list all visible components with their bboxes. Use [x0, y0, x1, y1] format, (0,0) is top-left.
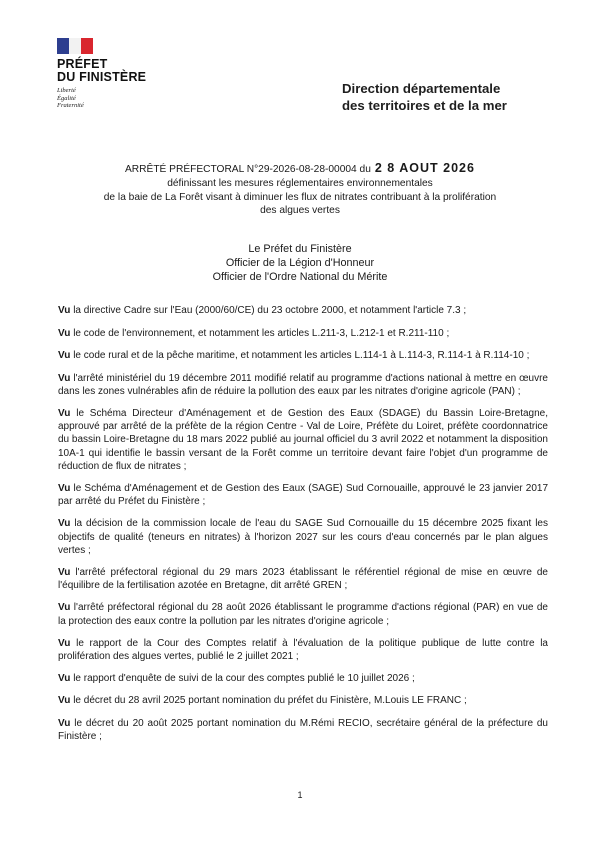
- motto-egalite: Égalité: [57, 94, 76, 102]
- republic-motto: [57, 87, 147, 110]
- arrete-subtitle: [40, 177, 560, 218]
- authority-line: Officier de la Légion d'Honneur: [225, 256, 375, 269]
- authority-line: Officier de l'Ordre National du Mérite: [212, 270, 388, 283]
- visa-paragraph: Vu le rapport de la Cour des Comptes relatif à l'évaluation de la politique publique de lutte contre la prolifération des algues vertes, publié le 2 juillet 2021 ;: [58, 637, 548, 663]
- visa-paragraph: Vu la directive Cadre sur l'Eau (2000/60/CE) du 23 octobre 2000, et notamment l'article 7.3 ;: [58, 305, 467, 316]
- direction-line2: des territoires et de la mer: [342, 98, 507, 113]
- visa-paragraph: Vu la décision de la commission locale de l'eau du SAGE Sud Cornouaille du 15 décembre 2025 fixant les objectifs de qualité (teneurs en nitrates) à l'horizon 2027 sur les cours d'eau concernés par le plan algues vertes ;: [58, 518, 548, 556]
- authority-line: Le Préfet du Finistère: [248, 243, 352, 255]
- prefet-name-line2: DU FINISTÈRE: [57, 70, 147, 84]
- visa-list: [58, 304, 548, 743]
- visa-paragraph: Vu le décret du 28 avril 2025 portant nomination du préfet du Finistère, M.Louis LE FRANC ;: [58, 695, 467, 707]
- visa-paragraph: Vu l'arrêté ministériel du 19 décembre 2011 modifié relatif au programme d'actions national à mettre en œuvre dans les zones vulnérables afin de réduire la pollution des eaux par les nitrates d'origine agricole (PAN) ;: [58, 372, 548, 397]
- arrete-date-stamp: 2 8 AOUT 2026: [374, 161, 475, 175]
- motto-fraternite: Fraternité: [57, 102, 84, 109]
- authority-block: [0, 243, 600, 284]
- direction-heading: [342, 80, 552, 114]
- prefet-name-line1: PRÉFET: [57, 57, 108, 71]
- motto-liberte: Liberté: [57, 87, 76, 94]
- visa-paragraph: Vu le code de l'environnement, et notamment les articles L.211-3, L.212-1 et R.211-110 ;: [58, 328, 450, 340]
- visa-paragraph: Vu le rapport d'enquête de suivi de la cour des comptes publié le 10 juillet 2026 ;: [58, 673, 415, 685]
- arrete-title: [0, 162, 600, 176]
- visa-paragraph: Vu le code rural et de la pêche maritime, et notamment les articles L.114-1 à L.114-3, R.114-1 à R.114-10 ;: [58, 350, 530, 362]
- tricolor-flag-icon: [57, 38, 93, 54]
- subtitle-line: des algues vertes: [260, 205, 340, 217]
- visa-paragraph: Vu l'arrêté préfectoral régional du 28 août 2026 établissant le programme d'actions régional (PAR) en vue de la protection des eaux contre la pollution par les nitrates d'origine agricole ;: [58, 602, 548, 627]
- page-number: 1: [297, 790, 303, 800]
- visa-paragraph: Vu l'arrêté préfectoral régional du 29 mars 2023 établissant le référentiel régional de mise en œuvre de l'équilibre de la fertilisation azotée en Bretagne, dit arrêté GREN ;: [58, 567, 548, 592]
- visa-paragraph: Vu le Schéma Directeur d'Aménagement et de Gestion des Eaux (SDAGE) du Bassin Loire-Bretagne, approuvé par arrêté de la préfète de la région Centre - Val de Loire, Préfète du Loiret, préfète coordonnatrice du bassin Loire-Bretagne du 18 mars 2022 publié au journal officiel du 3 avril 2022 et notamment la disposition 10A-1 qui identifie le bassin versant de la Forêt comme un territoire devant faire l'objet d'un programme de réduction de flux de nitrates ;: [58, 408, 548, 472]
- prefet-logo: [57, 38, 147, 110]
- visa-paragraph: Vu le décret du 20 août 2025 portant nomination du M.Rémi RECIO, secrétaire général de la préfecture du Finistère ;: [58, 717, 548, 742]
- subtitle-line: définissant les mesures réglementaires environnementales: [167, 178, 433, 189]
- visa-paragraph: Vu le Schéma d'Aménagement et de Gestion des Eaux (SAGE) Sud Cornouaille, approuvé le 23 janvier 2017 par arrêté du Préfet du Finistère ;: [58, 483, 548, 508]
- arrete-number: ARRÊTÉ PRÉFECTORAL N°29-2026-08-28-00004 du: [125, 164, 371, 175]
- subtitle-line: de la baie de La Forêt visant à diminuer les flux de nitrates contribuant à la prolifération: [103, 191, 497, 203]
- direction-line1: Direction départementale: [342, 81, 501, 96]
